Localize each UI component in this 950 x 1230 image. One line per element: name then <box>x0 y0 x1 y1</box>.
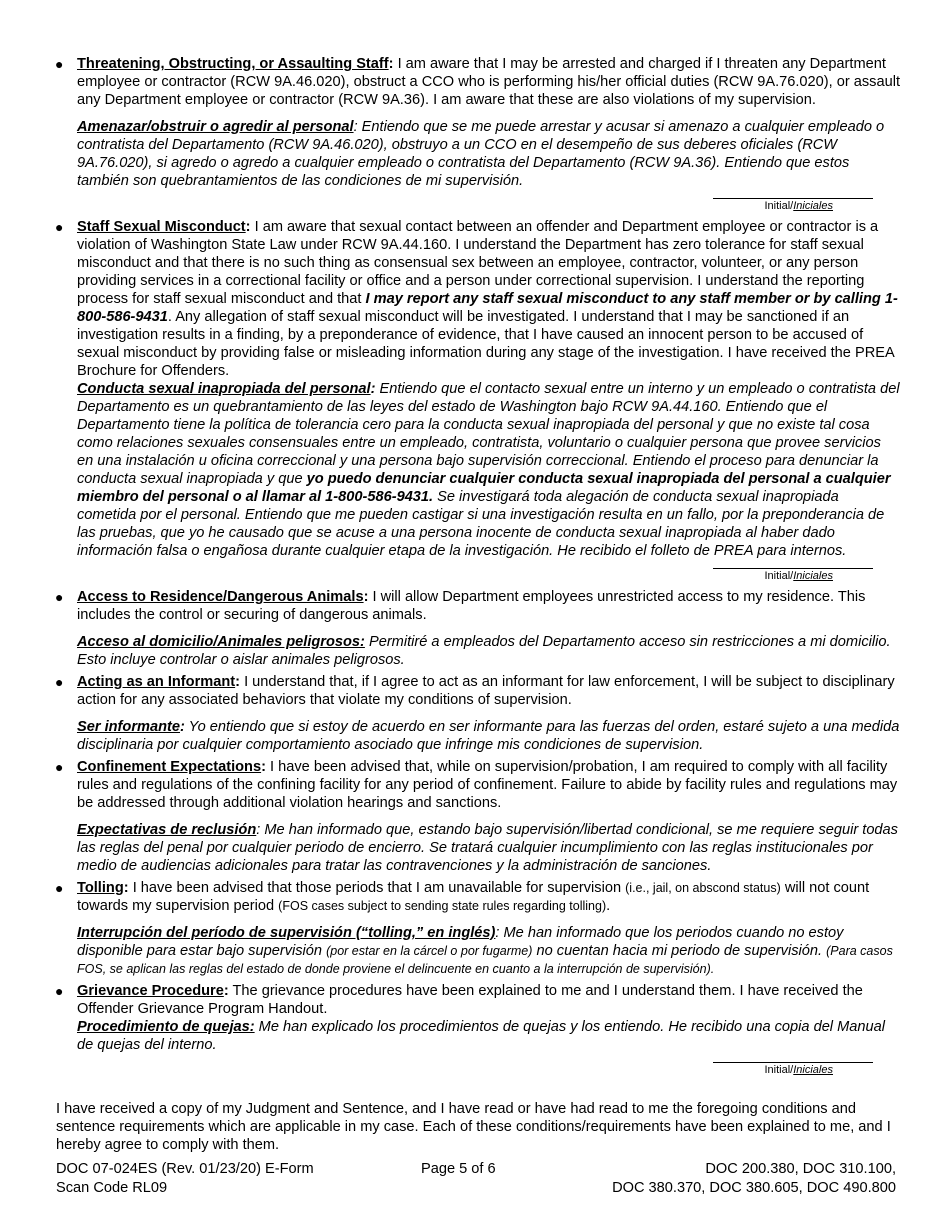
section-text-es: Me han informado que, estando bajo supervisión/libertad condicional, se me requiere seguir todas las reglas del penal por cualquier periodo de encierro. Se tratará cualquier incumplimiento con las reglas institucionales por medio de audiencias adicionales para tratar las contravenciones y la administración de sanciones. <box>77 822 898 874</box>
section-text-en-2: . Any allegation of staff sexual misconduct will be investigated. I understand that I may be sanctioned if an investigation results in a finding, by a preponderance of evidence, that I have caused an innocent person to be accused of sexual misconduct by providing false or misleading information during any stage of the investigation. I have received the PREA Brochure for Offenders. <box>77 309 894 379</box>
list-item-residence <box>55 588 900 669</box>
scan-code: Scan Code RL09 <box>56 1180 168 1196</box>
section-title-es: Acceso al domicilio/Animales peligrosos: <box>77 634 365 650</box>
form-id: DOC 07-024ES (Rev. 01/23/20) E-Form <box>56 1161 314 1177</box>
english-paragraph: Confinement Expectations: I have been advised that, while on supervision/probation, I am required to comply with all facility rules and regulations of the confining facility for any period of confinement. Failure to abide by facility rules and regulations may be addressed through additional violation hearings and sanctions. <box>77 759 898 811</box>
section-title-en: Threatening, Obstructing, or Assaulting Staff <box>77 56 389 72</box>
section-note-en-2: (FOS cases subject to sending state rules regarding tolling) <box>278 899 607 913</box>
section-note-es: (por estar en la cárcel o por fugarme) <box>326 944 533 958</box>
acknowledgement-text: I have received a copy of my Judgment and Sentence, and I have read or have had read to me the foregoing conditions and sentence requirements which are applicable in my case. Each of these conditions/requirements have been explained to me, and I hereby agree to comply with them. <box>56 1101 891 1153</box>
report-hotline-text: I may report any staff sexual misconduct to any staff member or by calling 1-800-586-9431 <box>77 291 898 325</box>
initial-line <box>713 1062 873 1063</box>
section-text-es: Me han explicado los procedimientos de quejas y los entiendo. He recibido una copia del Manual de quejas del interno. <box>77 1019 885 1053</box>
section-text-en: I have been advised that those periods that I am unavailable for supervision <box>132 880 622 896</box>
section-title-en: Tolling <box>77 880 124 896</box>
section-text-en: I have been advised that, while on supervision/probation, I am required to comply with all facility rules and regulations of the confining facility for any period of confinement. Failure to abide by facility rules and regulations may be addressed through additional violation hearings and sanctions. <box>77 759 898 811</box>
initial-label: Initial/Iniciales <box>764 1064 833 1076</box>
bullet-icon: ● <box>55 983 64 999</box>
section-text-es: Entiendo que el contacto sexual entre un interno y un empleado o contratista del Departamento es un quebrantamiento de las leyes del estado de Washington bajo RCW 9A.44.160. Entiendo que el Departamento tiene la política de tolerancia cero para la conducta sexual inapropiada del personal y que no existe tal cosa como relaciones sexuales consensuales entre un empleado, contratista, voluntario o cualquier persona que provee servicios en una instalación u oficina correccional y una persona bajo supervisión correccional. Entiendo el proceso para denunciar la conducta sexual inapropiada y que <box>77 381 900 487</box>
list-item-tolling <box>55 879 900 978</box>
bullet-icon: ● <box>55 589 64 605</box>
section-title-es: Ser informante <box>77 719 180 735</box>
bullet-icon: ● <box>55 219 64 235</box>
list-item-grievance <box>55 982 900 1078</box>
section-title-en: Grievance Procedure <box>77 983 224 999</box>
conditions-list <box>55 55 900 1078</box>
section-text-es: Me han informado que los periodos cuando no estoy disponible para estar bajo supervisión <box>77 925 844 959</box>
section-text-en: The grievance procedures have been explained to me and I understand them. I have received the Offender Grievance Program Handout. <box>77 983 863 1017</box>
english-paragraph: Staff Sexual Misconduct: I am aware that sexual contact between an offender and Department employee or contractor is a violation of Washington State Law under RCW 9A.44.160. I understand the Department has zero tolerance for staff sexual misconduct and that there is no such thing as consensual sex between an employee, contractor, volunteer, or any person providing services in a correctional facility or office and a person under correctional supervision. I understand the reporting process for staff sexual misconduct and that I may report any staff sexual misconduct to any staff member or by calling 1-800-586-9431. Any allegation of staff sexual misconduct will be investigated. I understand that I may be sanctioned if an investigation results in a finding, by a preponderance of evidence, that I have caused an innocent person to be accused of sexual misconduct by providing false or misleading information during any stage of the investigation. I have received the PREA Brochure for Offenders. <box>77 219 898 379</box>
bullet-icon: ● <box>55 759 64 775</box>
section-title-es: Expectativas de reclusión <box>77 822 257 838</box>
spanish-paragraph <box>77 633 900 669</box>
english-paragraph: Tolling: I have been advised that those periods that I am unavailable for supervision (i.e., jail, on abscond status) will not count towards my supervision period (FOS cases subject to sending state rules regarding tolling). <box>77 880 870 914</box>
list-item-confinement <box>55 758 900 875</box>
section-text-en: I am aware that sexual contact between an offender and Department employee or contractor is a violation of Washington State Law under RCW 9A.44.160. I understand the Department has zero tolerance for staff sexual misconduct and that there is no such thing as consensual sex between an employee, contractor, volunteer, or any person providing services in a correctional facility or office and a person under correctional supervision. I understand the reporting process for staff sexual misconduct and that <box>77 219 879 307</box>
english-paragraph: Threatening, Obstructing, or Assaulting Staff: I am aware that I may be arrested and charged if I threaten any Department employee or contractor (RCW 9A.46.020), obstruct a CCO who is performing his/her official duties (RCW 9A.76.020), or assault any Department employee or contractor (RCW 9A.36). I am aware that these are also violations of my supervision. <box>77 56 900 108</box>
section-title-es: Interrupción del período de supervisión (“tolling,” en inglés) <box>77 925 496 941</box>
initial-line <box>713 198 873 199</box>
section-title-es: Procedimiento de quejas: <box>77 1019 255 1035</box>
initial-field[interactable] <box>77 562 900 584</box>
list-item-sexual-misconduct <box>55 218 900 584</box>
initial-label: Initial/Iniciales <box>764 200 833 212</box>
english-paragraph: Grievance Procedure: The grievance procedures have been explained to me and I understand them. I have received the Offender Grievance Program Handout. <box>77 983 863 1017</box>
english-paragraph: Access to Residence/Dangerous Animals: I will allow Department employees unrestricted access to my residence. This includes the control or securing of dangerous animals. <box>77 589 866 623</box>
bullet-icon: ● <box>55 56 64 72</box>
page-footer <box>56 1160 896 1200</box>
initial-field[interactable] <box>77 192 900 214</box>
page-number: Page 5 of 6 <box>421 1161 496 1177</box>
section-note-es-2: (Para casos FOS, se aplican las reglas del estado de donde proviene el delincuente en cuanto a la interrupción de supervisión). <box>77 944 893 976</box>
section-text-en: I understand that, if I agree to act as an informant for law enforcement, I will be subject to disciplinary action for any associated behaviors that violate my conditions of supervision. <box>77 674 895 708</box>
spanish-paragraph: Interrupción del período de supervisión (“tolling,” en inglés): Me han informado que los periodos cuando no estoy disponible para estar bajo supervisión (por estar en la cárcel o por fugarme) no cuentan hacia mi periodo de supervisión. (Para casos FOS, se aplican las reglas del estado de donde proviene el delincuente en cuanto a la interrupción de supervisión). <box>77 925 893 976</box>
section-title-en: Acting as an Informant <box>77 674 236 690</box>
section-text-es-2: Se investigará toda alegación de conducta sexual inapropiada cometida por el personal. Entiendo que me pueden castigar si una investigación resulta en un fallo, por la preponderancia de las pruebas, que yo he causado que se acuse a una persona inocente de conducta sexual inapropiada al haber dado información falsa o engañosa durante cualquier etapa de la investigación. He recibido el folleto de PREA para internos. <box>77 489 885 559</box>
section-text-en-2: will not count towards my supervision period <box>77 880 870 914</box>
bullet-icon: ● <box>55 880 64 896</box>
report-hotline-text-es: yo puedo denunciar cualquier conducta sexual inapropiada del personal a cualquier miembro del personal o al llamar al 1-800-586-9431. <box>77 471 891 505</box>
section-text-en: I am aware that I may be arrested and charged if I threaten any Department employee or contractor (RCW 9A.46.020), obstruct a CCO who is performing his/her official duties (RCW 9A.76.020), or assault any Department employee or contractor (RCW 9A.36). I am aware that these are also violations of my supervision. <box>77 56 900 108</box>
section-text-es: Permitiré a empleados del Departamento acceso sin restricciones a mi domicilio. Esto incluye controlar o aislar animales peligrosos. <box>77 634 891 668</box>
initial-line <box>713 568 873 569</box>
initial-field[interactable] <box>77 1056 900 1078</box>
section-text-es: Entiendo que se me puede arrestar y acusar si amenazo a cualquier empleado o contratista del Departamento (RCW 9A.46.020), obstruyo a un CCO en el desempeño de sus deberes oficiales (RCW 9A.76.020), si agredo o agredo a cualquier empleado o contratista del Departamento (RCW 9A.36). Entiendo que estos también son quebrantamientos de las condiciones de mi supervisión. <box>77 119 885 189</box>
policy-list-2: DOC 380.370, DOC 380.605, DOC 490.800 <box>612 1180 896 1196</box>
section-text-es-2: no cuentan hacia mi periodo de supervisión. <box>536 943 823 959</box>
footer-policies <box>612 1160 896 1198</box>
english-paragraph: Acting as an Informant: I understand that, if I agree to act as an informant for law enforcement, I will be subject to disciplinary action for any associated behaviors that violate my conditions of supervision. <box>77 674 895 708</box>
section-title-en: Access to Residence/Dangerous Animals <box>77 589 364 605</box>
section-text-en: I will allow Department employees unrestricted access to my residence. This includes the control or securing of dangerous animals. <box>77 589 866 623</box>
section-title-en: Staff Sexual Misconduct <box>77 219 246 235</box>
policy-list-1: DOC 200.380, DOC 310.100, <box>705 1161 896 1177</box>
initial-label: Initial/Iniciales <box>764 570 833 582</box>
spanish-paragraph: Ser informante: Yo entiendo que si estoy de acuerdo en ser informante para las fuerzas del orden, estaré sujeto a una medida disciplinaria por cualquier comportamiento asociado que infringe mis condiciones de supervision. <box>77 719 900 753</box>
footer-form-info <box>56 1160 314 1198</box>
spanish-paragraph: Expectativas de reclusión: Me han informado que, estando bajo supervisión/libertad condicional, se me requiere seguir todas las reglas del penal por cualquier periodo de encierro. Se tratará cualquier incumplimiento con las reglas institucionales por medio de audiencias adicionales para tratar las contravenciones y la administración de sanciones. <box>77 822 898 874</box>
list-item-threatening <box>55 55 900 214</box>
section-text-es: Yo entiendo que si estoy de acuerdo en ser informante para las fuerzas del orden, estaré sujeto a una medida disciplinaria por cualquier comportamiento asociado que infringe mis condiciones de supervision. <box>77 719 900 753</box>
bullet-icon: ● <box>55 674 64 690</box>
section-title-es: Amenazar/obstruir o agredir al personal <box>77 119 354 135</box>
spanish-paragraph <box>77 1018 900 1054</box>
section-title-es: Conducta sexual inapropiada del personal <box>77 381 371 397</box>
spanish-paragraph: Amenazar/obstruir o agredir al personal: Entiendo que se me puede arrestar y acusar si amenazo a cualquier empleado o contratista del Departamento (RCW 9A.46.020), obstruyo a un CCO en el desempeño de sus deberes oficiales (RCW 9A.76.020), si agredo o agredo a cualquier empleado o contratista del Departamento (RCW 9A.36). Entiendo que estos también son quebrantamientos de las condiciones de mi supervisión. <box>77 119 885 189</box>
section-note-en: (i.e., jail, on abscond status) <box>625 881 781 895</box>
section-title-en: Confinement Expectations <box>77 759 262 775</box>
spanish-paragraph: Conducta sexual inapropiada del personal: Entiendo que el contacto sexual entre un interno y un empleado o contratista del Departamento es un quebrantamiento de las leyes del estado de Washington bajo RCW 9A.44.160. Entiendo que el Departamento tiene la política de tolerancia cero para la conducta sexual inapropiada del personal y que no existe tal cosa como relaciones sexuales consensuales entre un empleado, contratista, voluntario o cualquier persona que provee servicios en una instalación u oficina correccional y una persona bajo supervisión correccional. Entiendo el proceso para denunciar la conducta sexual inapropiada y que yo puedo denunciar cualquier conducta sexual inapropiada del personal a cualquier miembro del personal o al llamar al 1-800-586-9431. Se investigará toda alegación de conducta sexual inapropiada cometida por el personal. Entiendo que me pueden castigar si una investigación resulta en un fallo, por la preponderancia de las pruebas, que yo he causado que se acuse a una persona inocente de conducta sexual inapropiada al haber dado información falsa o engañosa durante cualquier etapa de la investigación. He recibido el folleto de PREA para internos. <box>77 381 900 559</box>
list-item-informant <box>55 673 900 754</box>
